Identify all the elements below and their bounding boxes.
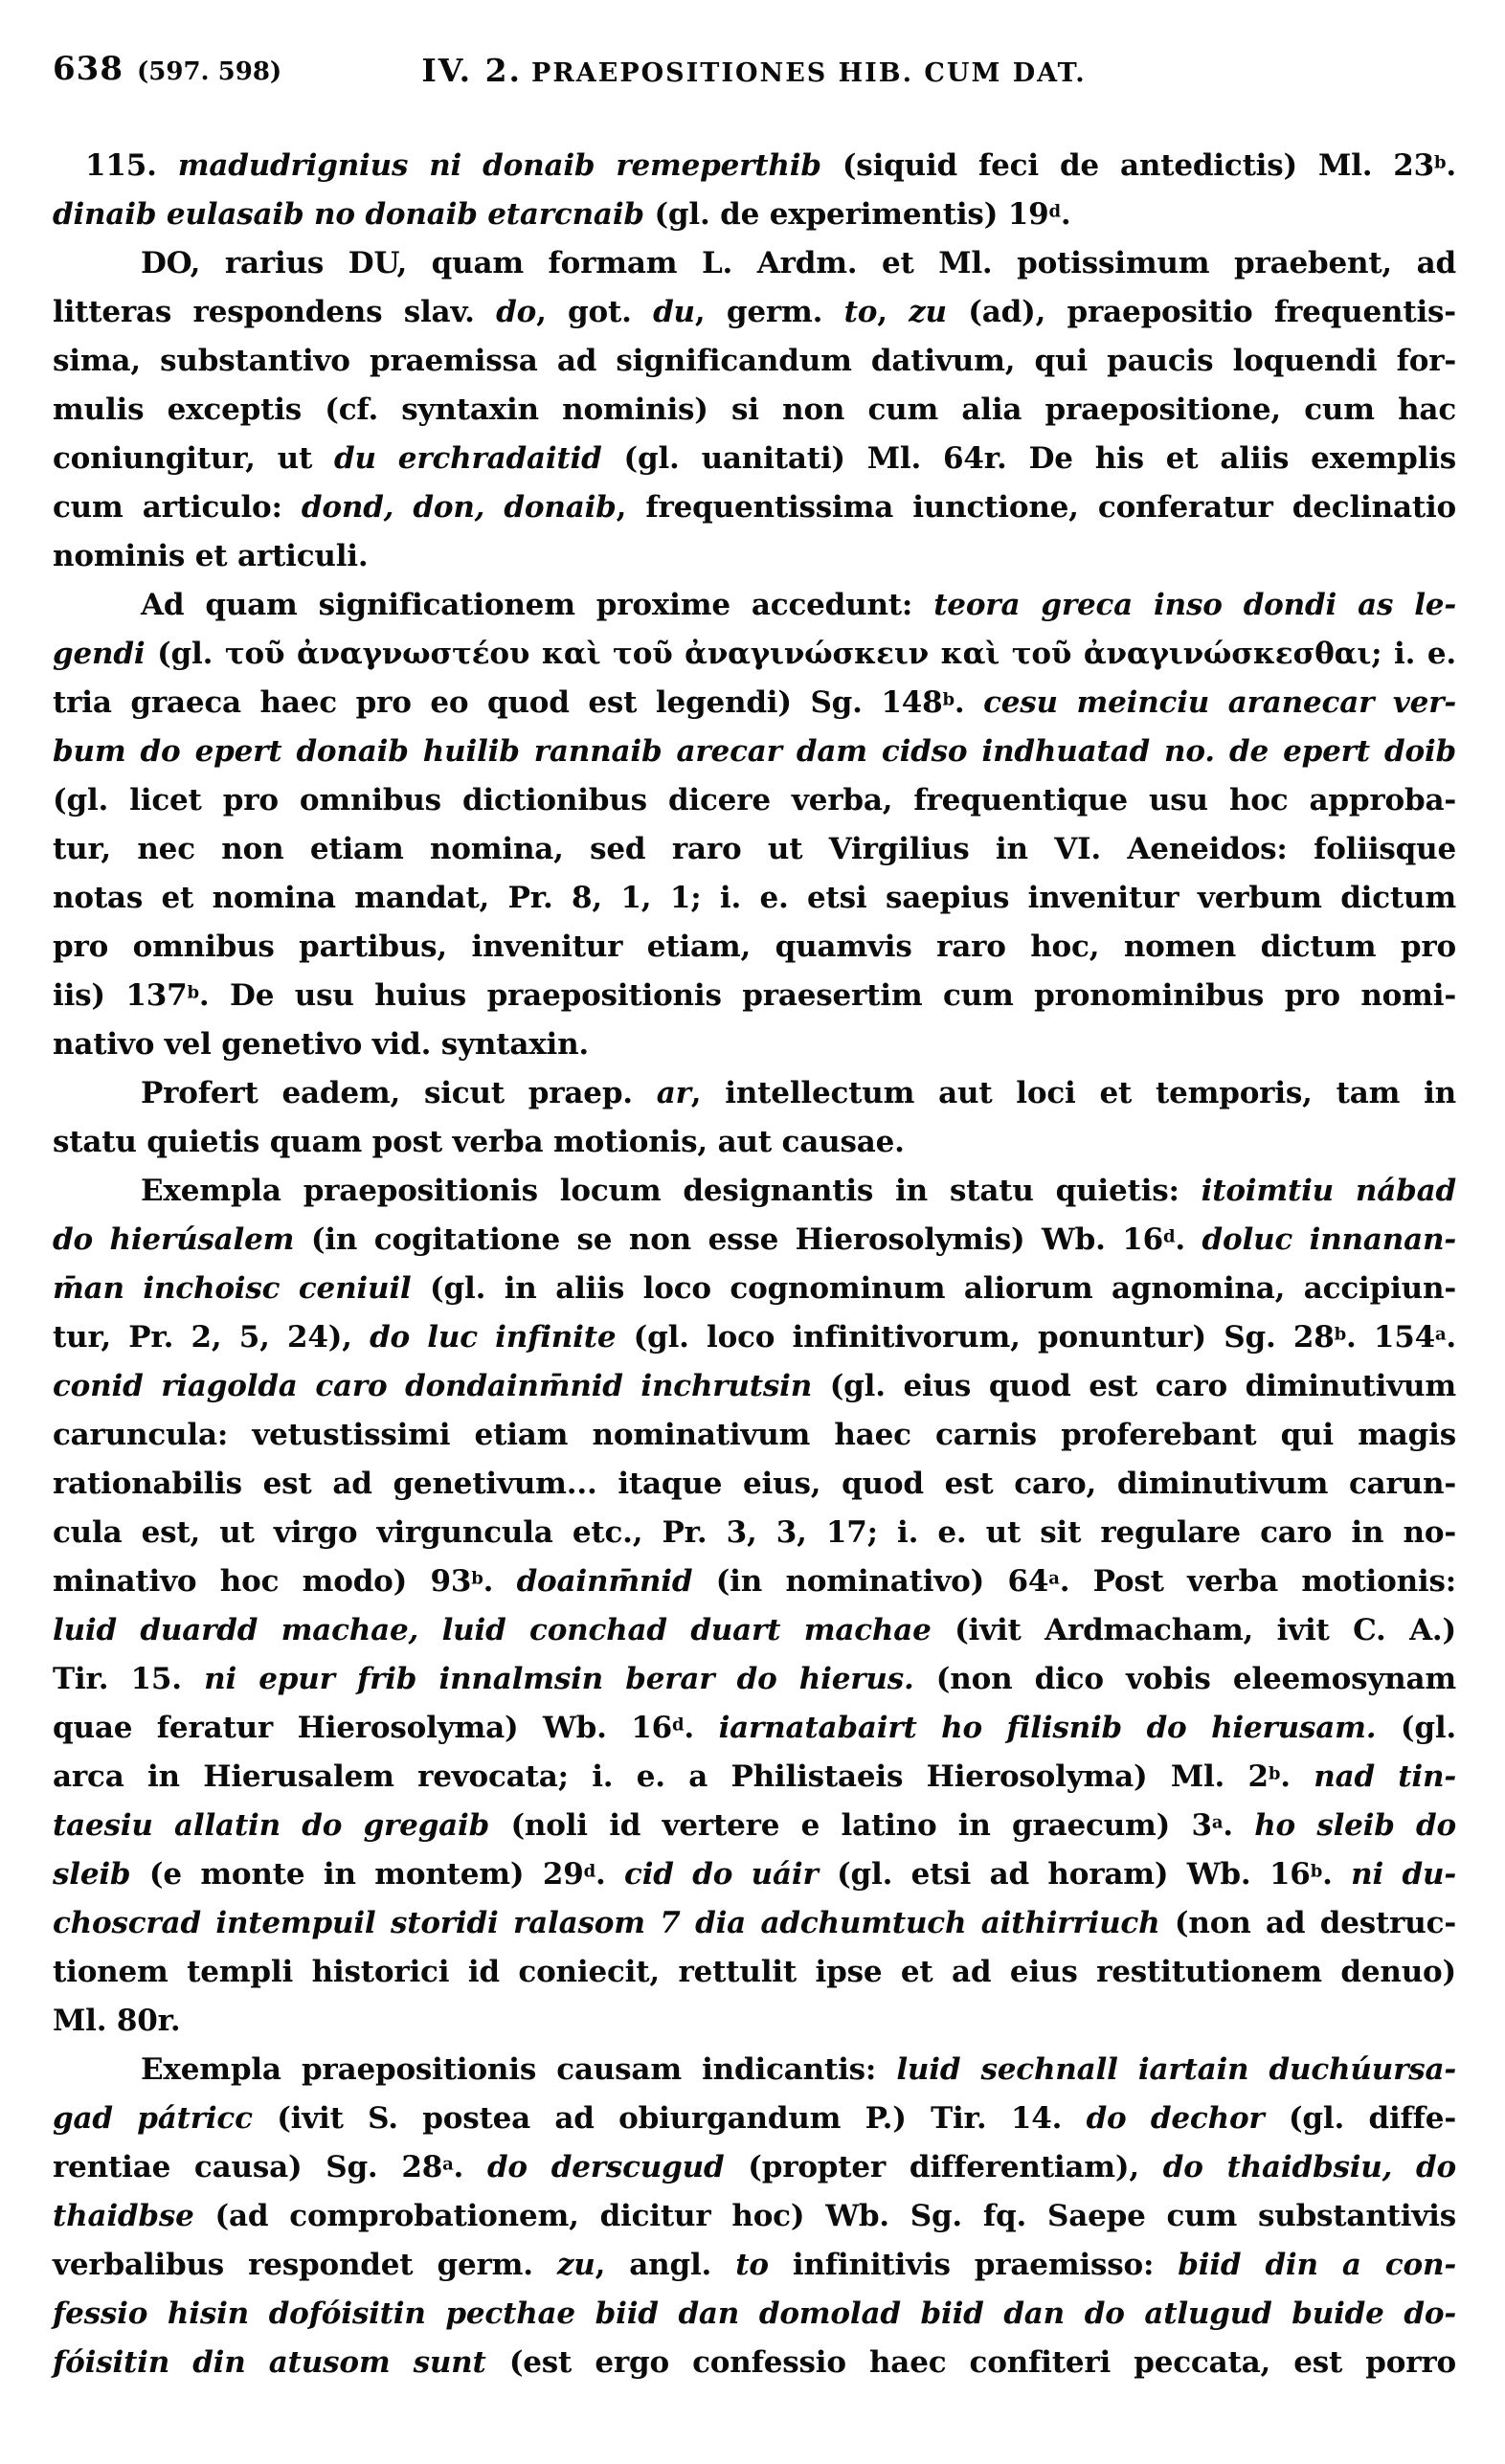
folio-superscript: a (1434, 1324, 1447, 1345)
irish-phrase: ho sleib do (1254, 1808, 1456, 1843)
latin-text: , got. (536, 295, 654, 329)
latin-text: Ml. 80r. (53, 2004, 181, 2038)
folio-superscript: a (1048, 1568, 1060, 1589)
latin-text: . (954, 685, 984, 720)
latin-text: mulis exceptis (cf. syntaxin nominis) si non cum alia praepositione, cum hac (53, 392, 1456, 427)
text-line (53, 1069, 1456, 1118)
text-line (53, 1313, 1456, 1362)
text-line (53, 1850, 1456, 1899)
folio-superscript: a (1211, 1812, 1224, 1833)
irish-phrase: conid riagolda caro dondainm̄nid inchrutsin (53, 1369, 830, 1403)
text-line (53, 1557, 1456, 1606)
text-line (53, 923, 1456, 972)
irish-phrase: ni du- (1351, 1857, 1456, 1892)
irish-phrase: luid duardd machae, luid conchad duart machae (53, 1613, 955, 1647)
irish-phrase: iarnatabairt ho filisnib do hierusam. (718, 1711, 1401, 1745)
text-line (53, 1118, 1456, 1167)
text-line (53, 2192, 1456, 2241)
latin-text: , frequentissima iunctione, conferatur declinatio (616, 490, 1457, 525)
irish-phrase: cesu meinciu aranecar ver- (983, 685, 1457, 720)
latin-text: (propter differentiam), (748, 2150, 1163, 2184)
latin-text: coniungitur, ut (53, 441, 335, 476)
page-text (53, 142, 1456, 2387)
latin-text: sima, substantivo praemissa ad significandum dativum, qui paucis loquendi for- (53, 344, 1456, 378)
latin-text: Exempla praepositionis locum designantis in statu quietis: (141, 1174, 1202, 1208)
irish-phrase: doluc innanan- (1202, 1222, 1457, 1257)
text-line (53, 288, 1456, 337)
text-line (53, 2339, 1456, 2387)
text-line (53, 2143, 1456, 2192)
text-line (53, 1606, 1456, 1655)
text-line (53, 239, 1456, 288)
page-header (53, 50, 1455, 98)
irish-phrase: nad tin- (1314, 1759, 1457, 1794)
latin-text: nominis et articuli. (53, 539, 369, 573)
latin-text: Profert eadem, sicut praep. (141, 1076, 657, 1110)
latin-text: verbalibus respondet germ. (53, 2248, 557, 2282)
irish-phrase: to (843, 295, 878, 329)
latin-text: (gl. uanitati) Ml. 64r. De his et aliis exemplis (623, 441, 1456, 476)
text-line (53, 1460, 1456, 1509)
latin-text: iis) 137 (53, 978, 188, 1013)
chapter-title: PRAEPOSITIONES HIB. CUM DAT. (531, 58, 1087, 88)
latin-text: DO, rarius DU, quam formam L. Ardm. et Ml. potissimum praebent, ad (141, 246, 1456, 280)
latin-text: cum articulo: (53, 490, 302, 525)
text-line (53, 1265, 1456, 1313)
latin-text: (non dico vobis eleemosynam (935, 1662, 1457, 1696)
latin-text: (gl. licet pro omnibus dictionibus dicere verba, frequentique usu hoc approba- (53, 783, 1456, 818)
latin-text: . (595, 1857, 625, 1892)
latin-text: (gl. loco infinitivorum, ponuntur) Sg. 28 (633, 1320, 1335, 1355)
folio-superscript: d (672, 1714, 685, 1736)
folio-superscript: d (583, 1861, 595, 1882)
latin-text: (gl. (1400, 1711, 1457, 1745)
latin-text: . Post verba motionis: (1059, 1564, 1457, 1599)
text-line (53, 142, 1456, 190)
text-line (53, 776, 1456, 825)
irish-phrase: biid din a con- (1178, 2248, 1456, 2282)
folio-superscript: b (1268, 1763, 1281, 1784)
irish-phrase: do derscugud (486, 2150, 749, 2184)
header-left (53, 50, 281, 88)
latin-text: . (453, 2150, 487, 2184)
latin-text: . (1060, 197, 1071, 232)
text-line (53, 2046, 1456, 2094)
latin-text: arca in Hierusalem revocata; i. e. a Philistaeis Hierosolyma) Ml. 2 (53, 1759, 1269, 1794)
latin-text: (est ergo confessio haec confiteri peccata, est porro (508, 2345, 1456, 2380)
text-line (53, 972, 1456, 1020)
latin-text: statu quietis quam post verba motionis, aut causae. (53, 1125, 905, 1159)
latin-text: cula est, ut virgo virguncula etc., Pr. 3, 3, 17; i. e. ut sit regulare caro in no- (53, 1515, 1456, 1550)
latin-text: . (684, 1711, 719, 1745)
latin-text: rentiae causa) Sg. 28 (53, 2150, 443, 2184)
latin-text: (gl. de experimentis) 19 (654, 197, 1049, 232)
latin-text: (non ad destruc- (1174, 1906, 1456, 1940)
irish-phrase: zu (556, 2248, 595, 2282)
latin-text: tria graeca haec pro eo quod est legendi) Sg. 148 (53, 685, 943, 720)
latin-text: minativo hoc modo) 93 (53, 1564, 472, 1599)
text-line (53, 679, 1456, 728)
latin-text: . (1446, 148, 1457, 183)
latin-text: . De usu huius praepositionis praesertim cum pronominibus pro nomi- (198, 978, 1456, 1013)
text-line (53, 2094, 1456, 2143)
irish-phrase: dond, don, donaib (301, 490, 617, 525)
text-line (53, 874, 1456, 923)
text-line (53, 1020, 1456, 1069)
column-reference: (597. 598) (136, 57, 282, 86)
irish-phrase: du erchradaitid (334, 441, 624, 476)
irish-phrase: bum do epert donaib huilib rannaib arecar dam cidso indhuatad no. de epert doib (53, 734, 1456, 769)
text-line (53, 1948, 1456, 1997)
latin-text: (e monte in montem) 29 (148, 1857, 584, 1892)
latin-text: . (1175, 1222, 1202, 1257)
latin-text: (ad), praepositio frequentis- (946, 295, 1456, 329)
latin-text: tionem templi historici id coniecit, rettulit ipse et ad eius restitutionem denuo) (53, 1955, 1456, 1989)
latin-text: Tir. 15. (53, 1662, 205, 1696)
folio-superscript: d (1048, 201, 1061, 222)
latin-text: (ivit Ardmacham, ivit C. A.) (955, 1613, 1456, 1647)
irish-phrase: doainm̄nid (516, 1564, 716, 1599)
section-number: IV. 2. (421, 52, 523, 89)
text-line (53, 1362, 1456, 1411)
folio-superscript: b (471, 1568, 483, 1589)
latin-text: . (1446, 1320, 1456, 1355)
irish-phrase: fóisitin din atusom sunt (53, 2345, 509, 2380)
irish-phrase: to (735, 2248, 769, 2282)
folio-superscript: b (1310, 1861, 1323, 1882)
irish-phrase: teora greca inso dondi as le- (933, 588, 1456, 622)
latin-text: . (1280, 1759, 1314, 1794)
text-line (53, 483, 1456, 532)
latin-text: (gl. diffe- (1288, 2101, 1456, 2136)
latin-text: (siquid feci de antedictis) Ml. 23 (842, 148, 1435, 183)
latin-text: , intellectum aut loci et temporis, tam in (690, 1076, 1456, 1110)
irish-phrase: madudrignius ni donaib remeperthib (177, 148, 842, 183)
text-line (53, 532, 1456, 581)
latin-text: (gl. in aliis loco cognominum aliorum agnomina, accipiun- (430, 1271, 1456, 1306)
irish-phrase: thaidbse (53, 2199, 215, 2233)
latin-text: (gl. τοῦ ἀναγνωστέου καὶ τοῦ ἀναγινώσκειν καὶ τοῦ ἀναγινώσκεσθαι; i. e. (157, 637, 1456, 671)
latin-text: . (1223, 1808, 1255, 1843)
text-line (53, 1509, 1456, 1557)
latin-text: pro omnibus partibus, invenitur etiam, quamvis raro hoc, nomen dictum pro (53, 930, 1456, 964)
latin-text: (gl. etsi ad horam) Wb. 16 (837, 1857, 1311, 1892)
irish-phrase: gad pátricc (53, 2101, 278, 2136)
latin-text: litteras respondens slav. (53, 295, 497, 329)
latin-text: (ivit S. postea ad obiurgandum P.) Tir. 14. (277, 2101, 1087, 2136)
latin-text: . 154 (1345, 1320, 1435, 1355)
latin-text: notas et nomina mandat, Pr. 8, 1, 1; i. e. etsi saepius invenitur verbum dictum (53, 881, 1456, 915)
latin-text: caruncula: vetustissimi etiam nominativum haec carnis proferebant qui magis (53, 1418, 1456, 1452)
text-line (53, 2290, 1456, 2339)
folio-superscript: b (1334, 1324, 1346, 1345)
irish-phrase: itoimtiu nábad (1201, 1174, 1456, 1208)
latin-text: . (1322, 1857, 1352, 1892)
irish-phrase: choscrad intempuil storidi ralasom 7 dia adchumtuch aithirriuch (53, 1906, 1175, 1940)
irish-phrase: m̄an inchoisc ceniuil (53, 1271, 431, 1306)
latin-text: (ad comprobationem, dicitur hoc) Wb. Sg. fq. Saepe cum substantivis (214, 2199, 1456, 2233)
latin-text: nativo vel genetivo vid. syntaxin. (53, 1027, 589, 1062)
latin-text: , germ. (694, 295, 844, 329)
irish-phrase: dinaib eulasaib no donaib etarcnaib (53, 197, 655, 232)
text-line (53, 337, 1456, 386)
folio-superscript: d (1163, 1226, 1176, 1247)
latin-text: , (877, 295, 910, 329)
latin-text: quae feratur Hierosolyma) Wb. 16 (53, 1711, 673, 1745)
latin-text: . (483, 1564, 517, 1599)
latin-text: (in nominativo) 64 (715, 1564, 1049, 1599)
irish-phrase: cid do uáir (624, 1857, 838, 1892)
irish-phrase: do luc infinite (370, 1320, 634, 1355)
folio-superscript: a (442, 2154, 454, 2175)
folio-superscript: b (942, 689, 955, 710)
text-line (53, 1411, 1456, 1460)
irish-phrase: zu (909, 295, 947, 329)
text-line (53, 1899, 1456, 1948)
latin-text: (gl. eius quod est caro diminutivum (829, 1369, 1456, 1403)
text-line (53, 1167, 1456, 1216)
text-line (53, 581, 1456, 630)
latin-text: infinitivis praemisso: (768, 2248, 1179, 2282)
text-line (53, 1753, 1456, 1802)
text-line (53, 1216, 1456, 1265)
irish-phrase: do thaidbsiu, do (1162, 2150, 1456, 2184)
irish-phrase: do dechor (1086, 2101, 1289, 2136)
latin-text: Ad quam significationem proxime accedunt: (141, 588, 934, 622)
latin-text: (noli id vertere e latino in graecum) 3 (510, 1808, 1212, 1843)
text-line (53, 1704, 1456, 1753)
irish-phrase: ni epur frib innalmsin berar do hierus. (204, 1662, 936, 1696)
text-line (53, 1655, 1456, 1704)
folio-superscript: b (187, 982, 199, 1003)
text-line (53, 728, 1456, 776)
latin-text: Exempla praepositionis causam indicantis: (141, 2052, 897, 2087)
latin-text: (in cogitatione se non esse Hierosolymis) Wb. 16 (310, 1222, 1164, 1257)
irish-phrase: luid sechnall iartain duchúursa- (896, 2052, 1457, 2087)
irish-phrase: du (653, 295, 695, 329)
text-line (53, 2241, 1456, 2290)
text-line (53, 1997, 1456, 2046)
irish-phrase: fessio hisin dofóisitin pecthae biid dan domolad biid dan do atlugud buide do- (53, 2296, 1456, 2331)
folio-superscript: b (1434, 152, 1447, 173)
latin-text: tur, nec non etiam nomina, sed raro ut Virgilius in VI. Aeneidos: foliisque (53, 832, 1456, 866)
running-title (421, 52, 1086, 89)
text-line (53, 825, 1456, 874)
page-number: 638 (53, 50, 124, 88)
text-line (53, 630, 1456, 679)
text-line (53, 435, 1456, 483)
irish-phrase: do (496, 295, 537, 329)
text-line (53, 386, 1456, 435)
irish-phrase: ar (656, 1076, 691, 1110)
latin-text: rationabilis est ad genetivum... itaque eius, quod est caro, diminutivum carun- (53, 1467, 1456, 1501)
irish-phrase: do hierúsalem (53, 1222, 311, 1257)
latin-text: tur, Pr. 2, 5, 24), (53, 1320, 371, 1355)
irish-phrase: sleib (53, 1857, 149, 1892)
text-line (53, 190, 1456, 239)
irish-phrase: gendi (53, 637, 158, 671)
text-line (53, 1802, 1456, 1850)
latin-text: , angl. (595, 2248, 736, 2282)
latin-text: 115. (85, 148, 178, 183)
irish-phrase: taesiu allatin do gregaib (53, 1808, 511, 1843)
